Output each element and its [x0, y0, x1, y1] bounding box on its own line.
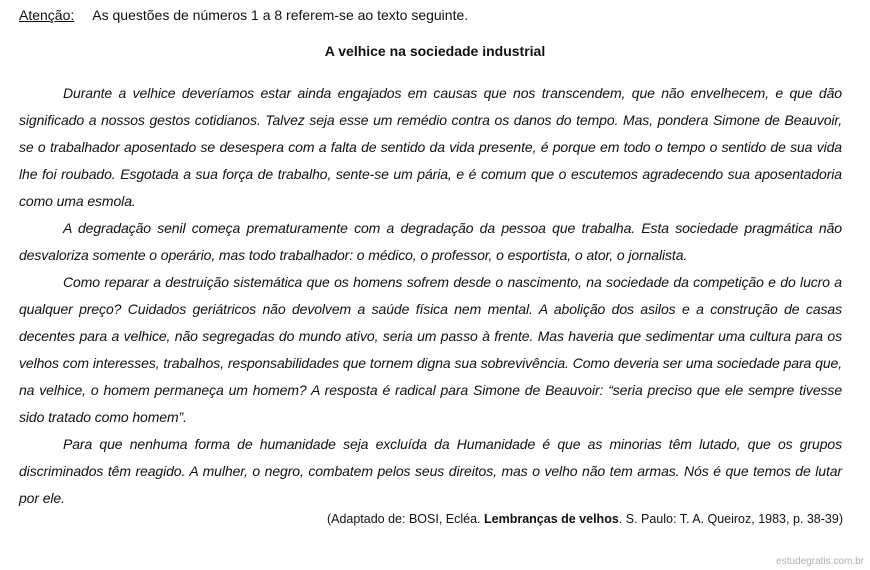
paragraph: Para que nenhuma forma de humanidade seja excluída da Humanidade é que as minorias têm lutado, que os grupos discriminados têm reagido. A mulher, o negro, combatem pelos seus direitos, mas o velho não tem armas. Nós é que temos de lutar por ele. — [19, 436, 842, 506]
notice — [19, 6, 468, 24]
notice-text: As questões de números 1 a 8 referem-se ao texto seguinte. — [92, 7, 469, 23]
source-prefix: (Adaptado de: BOSI, Ecléa. — [326, 512, 484, 526]
source-book-title: Lembranças de velhos — [484, 512, 619, 526]
source-suffix: . S. Paulo: T. A. Queiroz, 1983, p. 38-39) — [618, 512, 843, 526]
paragraph: A degradação senil começa prematuramente com a degradação da pessoa que trabalha. Esta sociedade pragmática não desvaloriza somente o operário, mas todo trabalhador: o médico, o professor, o esportista, o ator, o jornalista. — [19, 220, 842, 263]
watermark: estudegratis.com.br — [776, 556, 864, 567]
paragraph: Durante a velhice deveríamos estar ainda engajados em causas que nos transcendem, que não envelhecem, e que dão significado a nossos gestos cotidianos. Talvez seja esse um remédio contra os danos do tempo. Mas, pondera Simone de Beauvoir, se o trabalhador aposentado se desespera com a falta de sentido da vida presente, é porque em todo o tempo o sentido de sua vida lhe foi roubado. Esgotada a sua força de trabalho, sente-se um pária, e é comum que o escutemos agradecendo sua aposentadoria como uma esmola. — [19, 85, 842, 209]
paragraph: Como reparar a destruição sistemática que os homens sofrem desde o nascimento, na sociedade da competição e do lucro a qualquer preço? Cuidados geriátricos não devolvem a saúde física nem mental. A abolição dos asilos e a construção de casas decentes para a velhice, não segregadas do mundo ativo, seria um passo à frente. Mas haveria que sedimentar uma cultura para os velhos com interesses, trabalhos, responsabilidades que tornem digna sua sobrevivência. Como deveria ser uma sociedade para que, na velhice, o homem permaneça um homem? A resposta é radical para Simone de Beauvoir: “seria preciso que ele sempre tivesse sido tratado como homem”. — [19, 274, 842, 425]
notice-label: Atenção: — [19, 7, 75, 23]
text-title: A velhice na sociedade industrial — [324, 43, 546, 59]
text-body — [19, 80, 842, 512]
source-citation — [327, 510, 843, 528]
